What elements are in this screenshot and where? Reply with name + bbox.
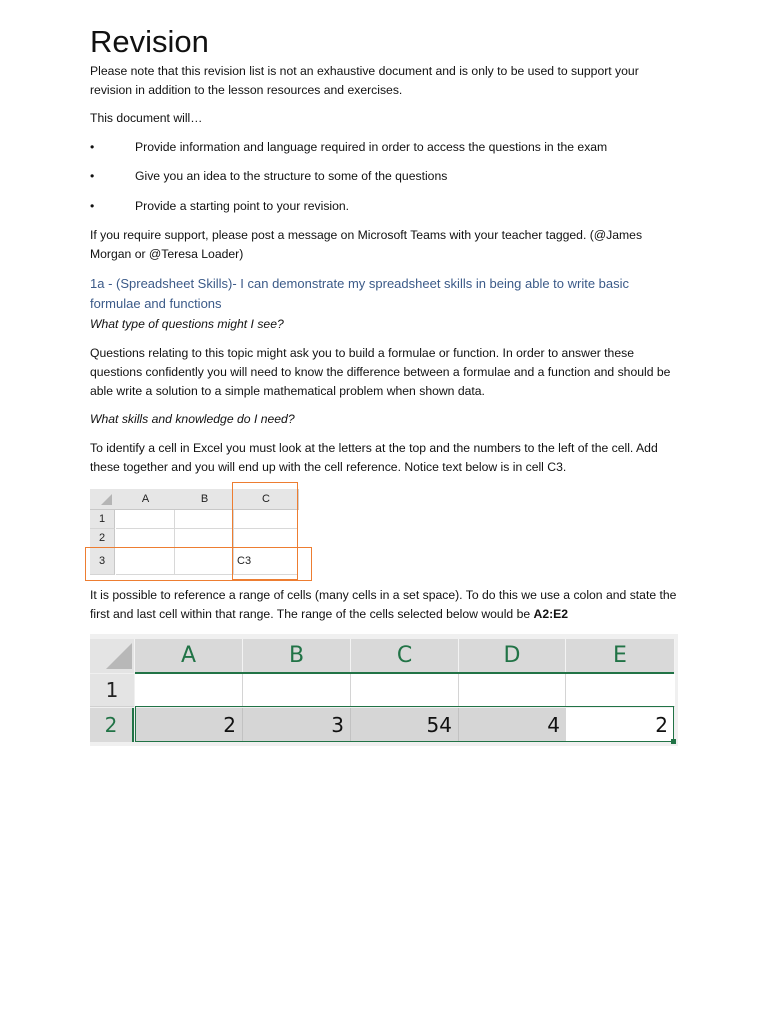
cell-a2: 2 (136, 708, 243, 742)
row-header-1: 1 (90, 674, 134, 707)
column-header-c: C (351, 639, 459, 673)
row-header-2: 2 (90, 708, 134, 742)
corner-triangle-icon (90, 489, 116, 509)
corner-triangle-icon (90, 639, 134, 673)
bullet-text: Provide information and language required in order to access the questions in the exam (135, 140, 608, 154)
column-header-d: D (459, 639, 566, 673)
cell-b1 (175, 510, 234, 529)
skills-heading: What skills and knowledge do I need? (90, 412, 295, 426)
question-type-paragraph: Questions relating to this topic might ask you to build a formulae or function. In order to answer these questions confidently you will need to know the difference between a formulae and a function and should be able write a solution to a simple mathematical problem when shown data. (90, 346, 671, 398)
select-all-corner (90, 639, 135, 673)
support-paragraph: If you require support, please post a message on Microsoft Teams with your teacher tagged. (@James Morgan or @Teresa Loader) (90, 228, 643, 261)
column-header-e: E (566, 639, 675, 673)
section-heading: 1a - (Spreadsheet Skills)- I can demonstrate my spreadsheet skills in being able to write basic formulae and functions (90, 276, 630, 311)
column-header-c: C (234, 489, 299, 510)
column-header-a: A (116, 489, 176, 510)
select-all-corner (90, 489, 117, 510)
bullet-dot: • (90, 199, 95, 213)
range-paragraph (90, 586, 680, 624)
cell-c3: C3 (234, 548, 298, 575)
gridline (565, 674, 566, 707)
row-header-2: 2 (90, 529, 115, 548)
column-header-b: B (175, 489, 235, 510)
range-text: It is possible to reference a range of cells (many cells in a set space). To do this we use a colon and state the first and last cell within that range. The range of the cells selected below would be (90, 588, 677, 621)
bullet-text: Provide a starting point to your revision. (135, 199, 350, 213)
bullet-dot: • (90, 169, 95, 183)
cell-b2: 3 (243, 708, 351, 742)
cell-d2: 4 (459, 708, 566, 742)
gridline (350, 674, 351, 707)
page-title: Revision (90, 24, 209, 59)
gridline (242, 674, 243, 707)
bullet-text: Give you an idea to the structure to some of the questions (135, 169, 448, 183)
document-will-text: This document will… (90, 111, 203, 125)
range-spreadsheet (90, 634, 678, 746)
cell-a1 (116, 510, 175, 529)
cell-reference-paragraph: To identify a cell in Excel you must look at the letters at the top and the numbers to the left of the cell. Add these together and you will end up with the cell reference. Notice text below is in cell C3. (90, 441, 658, 474)
cell-c2: 54 (351, 708, 459, 742)
cell-a2 (116, 529, 175, 548)
cell-b2 (175, 529, 234, 548)
question-type-heading: What type of questions might I see? (90, 317, 284, 331)
cell-e2: 2 (566, 708, 674, 742)
column-header-a: A (135, 639, 243, 673)
row-3-highlight (85, 547, 312, 581)
row-1-cells (135, 674, 675, 707)
selection-border (135, 706, 674, 742)
intro-paragraph: Please note that this revision list is not an exhaustive document and is only to be used to support your revision in addition to the lesson resources and exercises. (90, 64, 639, 97)
row-header-1: 1 (90, 510, 115, 529)
row-header-3: 3 (90, 548, 115, 575)
gridline (458, 674, 459, 707)
column-header-b: B (243, 639, 351, 673)
bullet-dot: • (90, 140, 95, 154)
range-reference: A2:E2 (533, 607, 569, 621)
fill-handle[interactable] (671, 739, 676, 744)
